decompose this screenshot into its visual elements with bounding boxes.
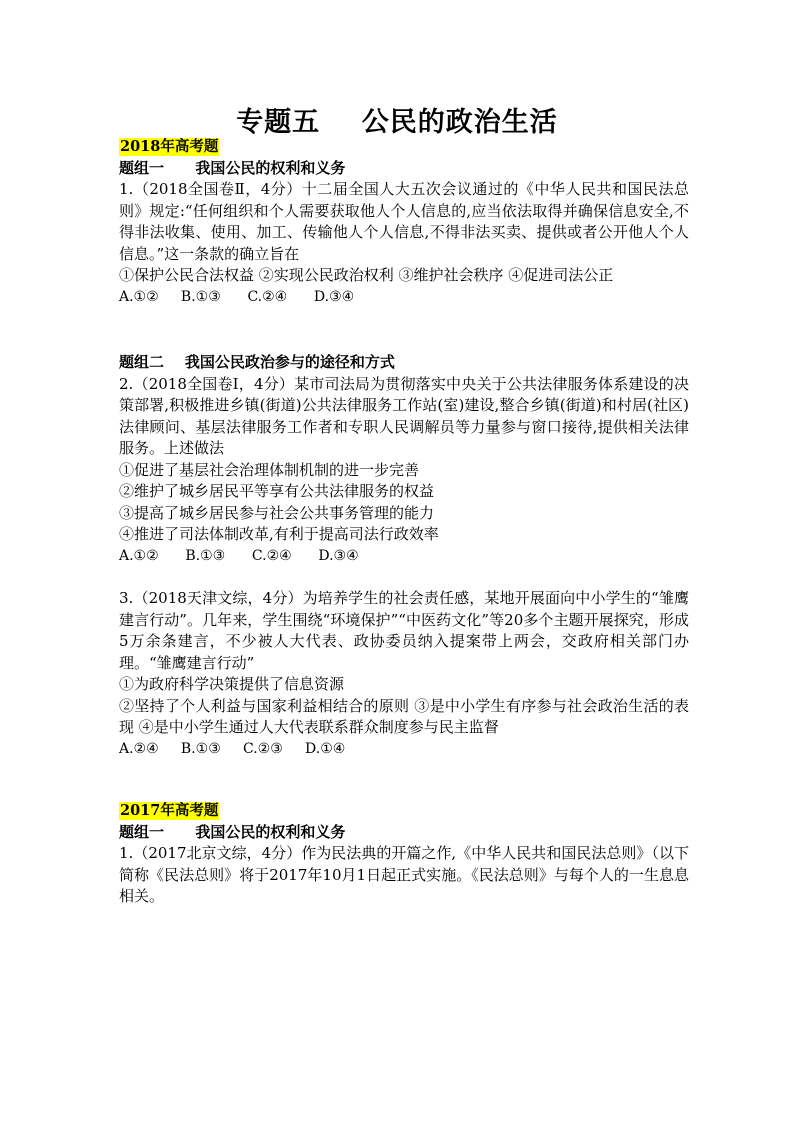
answer-choices: A.①② B.①③ C.②④ D.③④ (119, 288, 355, 305)
answer-choices: A.②④ B.①③ C.②③ D.①④ (119, 740, 346, 757)
question-1-2017 (119, 843, 689, 908)
option-line: ①促进了基层社会治理体制机制的进一步完善 (119, 460, 420, 479)
year-label: 2017年高考题 (120, 802, 219, 819)
question-stem: 2.（2018全国卷Ⅰ，4分）某市司法局为贯彻落实中央关于公共法律服务体系建设的决策部署,积极推进乡镇(街道)公共法律服务工作站(室)建设,整合乡镇(街道)和村居(社区)法律顾问、基层法律服务工作者和专职人民调解员等力量参与窗口接待,提供相关法律服务。上述做法 (119, 374, 689, 457)
question-1 (119, 179, 689, 308)
option-line: ④推进了司法体制改革,有利于提高司法行政效率 (119, 525, 439, 543)
year-section-2018 (119, 136, 689, 760)
group-heading: 题组二 我国公民政治参与的途径和方式 (119, 353, 395, 371)
question-2 (119, 374, 689, 568)
option-line: ①为政府科学决策提供了信息资源 (119, 675, 345, 693)
option-line: ③提高了城乡居民参与社会公共事务管理的能力 (119, 503, 435, 522)
question-stem: 3.（2018天津文综，4分）为培养学生的社会责任感，某地开展面向中小学生的“雏鹰建言行动”。几年来，学生围绕“环境保护”“中医药文化”等20多个主题开展探究，形成5万余条建言，不少被人大代表、政协委员纳入提案带上两会，交政府相关部门办理。“雏鹰建言行动” (119, 589, 689, 672)
group-heading: 题组一 我国公民的权利和义务 (119, 822, 346, 841)
page-title: 专题五 公民的政治生活 (236, 107, 558, 138)
answer-choices: A.①② B.①③ C.②④ D.③④ (119, 547, 359, 564)
question-options: ①保护公民合法权益 ②实现公民政治权利 ③维护社会秩序 ④促进司法公正 (119, 266, 614, 284)
year-section-2017 (119, 800, 689, 908)
question-stem: 1.（2017北京文综，4分）作为民法典的开篇之作,《中华人民共和国民法总则》（以下简称《民法总则》将于2017年10月1日起正式实施。《民法总则》与每个人的一生息息相关。 (119, 844, 689, 905)
question-3 (119, 588, 689, 760)
group-heading: 题组一 我国公民的权利和义务 (119, 158, 346, 177)
question-stem: 1.（2018全国卷Ⅱ，4分）十二届全国人大五次会议通过的《中华人民共和国民法总则》规定:“任何组织和个人需要获取他人个人信息的,应当依法取得并确保信息安全,不得非法收集、使用、加工、传输他人个人信息,不得非法买卖、提供或者公开他人个人信息。”这一条款的确立旨在 (119, 180, 689, 263)
year-label: 2018年高考题 (120, 138, 219, 155)
option-line: ②坚持了个人利益与国家利益相结合的原则 ③是中小学生有序参与社会政治生活的表现 ④是中小学生通过人大代表联系群众制度参与民主监督 (119, 696, 689, 736)
document-body (119, 136, 689, 908)
option-line: ②维护了城乡居民平等享有公共法律服务的权益 (119, 482, 435, 500)
